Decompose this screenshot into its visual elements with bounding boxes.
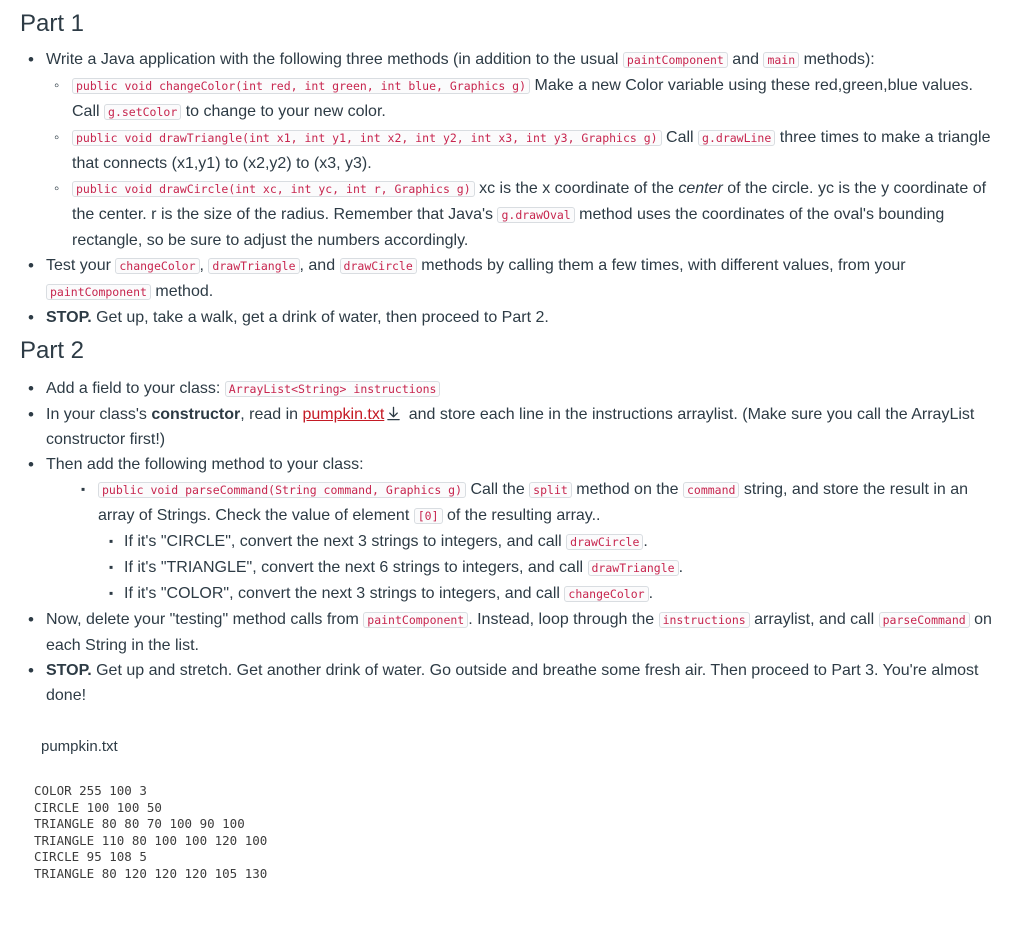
code-main: main [763, 52, 799, 68]
code-drawCircle-call: drawCircle [566, 534, 643, 550]
code-drawOval: g.drawOval [497, 207, 574, 223]
parse-command-list [20, 477, 1004, 607]
rule-triangle: ▪ If it's "TRIANGLE", convert the next 6 strings to integers, and call drawTriangle . [20, 555, 1004, 581]
file-line: COLOR 255 100 3 [34, 783, 147, 798]
rule-circle: ▪ If it's "CIRCLE", convert the next 3 strings to integers, and call drawCircle . [20, 529, 1004, 555]
method-changeColor: ◦ public void changeColor(int red, int green, int blue, Graphics g) Make a new Color variable using these red,green,blue values. Call g.setColor to change to your new color. [20, 73, 1004, 125]
file-preview-content [34, 783, 1004, 882]
file-line: TRIANGLE 80 120 120 120 105 130 [34, 865, 268, 881]
code-drawTriangle-call: drawTriangle [588, 560, 679, 576]
code-parseCommand-signature: public void parseCommand(String command, Graphics g) [98, 482, 466, 498]
code-setColor: g.setColor [104, 104, 181, 120]
file-line: TRIANGLE 110 80 100 100 120 100 [34, 832, 268, 848]
method-parseCommand: ▪ public void parseCommand(String command, Graphics g) Call the split method on the command string, and store the result in an array of Strings. Check the value of element [0] of the resulting array.. ▪ If it's "CIRCLE", convert the next 3 strings to integers, and call drawCircle . ▪ If it's "TRIANGLE", convert the next 6 strings to integers, and call drawTriangle . ▪ If it's "COLOR", convert the next 3 strings to integers, and call changeColor . [20, 477, 1004, 607]
part2-bullet-delete-testing: • Now, delete your "testing" method calls from paintComponent . Instead, loop through the instructions arraylist, and call parseCommand on each String in the list. [20, 607, 1004, 658]
download-icon[interactable] [386, 406, 401, 421]
code-changeColor-call: changeColor [564, 586, 648, 602]
part1-methods-list [20, 73, 1004, 253]
file-preview-title: pumpkin.txt [41, 738, 118, 755]
file-line: TRIANGLE 80 80 70 100 90 100 [34, 816, 245, 831]
code-command: command [683, 482, 739, 498]
part2-heading: Part 2 [20, 337, 85, 364]
pumpkin-file-link[interactable]: pumpkin.txt [302, 406, 385, 423]
part2-list [20, 376, 1004, 708]
code-split: split [529, 482, 572, 498]
rule-color: ▪ If it's "COLOR", convert the next 3 strings to integers, and call changeColor . [20, 581, 1004, 607]
file-line: CIRCLE 95 108 5 [34, 849, 147, 864]
code-changeColor-signature: public void changeColor(int red, int green, int blue, Graphics g) [72, 78, 530, 94]
code-paintComponent: paintComponent [623, 52, 728, 68]
code-drawCircle: drawCircle [340, 258, 417, 274]
part2-bullet-constructor: • In your class's constructor, read in pumpkin.txt and store each line in the instructions arraylist. (Make sure you call the ArrayList constructor first!) [20, 402, 1004, 452]
part1-bullet-stop: • STOP. Get up, take a walk, get a drink of water, then proceed to Part 2. [20, 305, 1004, 330]
code-drawLine: g.drawLine [698, 130, 775, 146]
code-instructions: instructions [659, 612, 750, 628]
part2-bullet-add-method: • Then add the following method to your class: ▪ public void parseCommand(String command, Graphics g) Call the split method on the command string, and store the result in an array of Strings. Check the value of element [0] of the resulting array.. ▪ If it's "CIRCLE", convert the next 3 strings to integers, and call drawCircle . ▪ If it's "TRIANGLE", convert the next 6 strings to integers, and call drawTriangle . ▪ If it's "COLOR", convert the next 3 strings to integers, and call changeColor . [20, 452, 1004, 607]
part1-heading: Part 1 [20, 10, 85, 37]
code-drawTriangle-signature: public void drawTriangle(int x1, int y1, int x2, int y2, int x3, int y3, Graphics g) [72, 130, 662, 146]
part2-bullet-field: • Add a field to your class: ArrayList<String> instructions [20, 376, 1004, 402]
file-line: CIRCLE 100 100 50 [34, 799, 162, 815]
method-drawCircle: ◦ public void drawCircle(int xc, int yc, int r, Graphics g) xc is the x coordinate of the center of the circle. yc is the y coordinate of the center. r is the size of the radius. Remember that Java's g.drawOval method uses the coordinates of the oval's bounding rectangle, so be sure to adjust the numbers accordingly. [20, 176, 1004, 253]
part2-bullet-stop: • STOP. Get up and stretch. Get another drink of water. Go outside and breathe some fresh air. Then proceed to Part 3. You're almost done! [20, 658, 1004, 708]
part1-bullet-test: • Test your changeColor , drawTriangle , and drawCircle methods by calling them a few times, with different values, from your paintComponent method. [20, 253, 1004, 305]
code-paintComponent-2: paintComponent [46, 284, 151, 300]
code-paintComponent-3: paintComponent [363, 612, 468, 628]
part1-list [20, 47, 1004, 330]
method-drawTriangle: ◦ public void drawTriangle(int x1, int y1, int x2, int y2, int x3, int y3, Graphics g) Call g.drawLine three times to make a triangle that connects (x1,y1) to (x2,y2) to (x3, y3). [20, 125, 1004, 176]
code-parseCommand: parseCommand [879, 612, 970, 628]
code-drawCircle-signature: public void drawCircle(int xc, int yc, int r, Graphics g) [72, 181, 475, 197]
part1-bullet-write-app: • Write a Java application with the following three methods (in addition to the usual paintComponent and main methods): ◦ public void changeColor(int red, int green, int blue, Graphics g) Make a new Color variable using these red,green,blue values. Call g.setColor to change to your new color. ◦ public void drawTriangle(int x1, int y1, int x2, int y2, int x3, int y3, Graphics g) Call g.drawLine three times to make a triangle that connects (x1,y1) to (x2,y2) to (x3, y3). ◦ public void drawCircle(int xc, int yc, int r, Graphics g) xc is the x coordinate of the center of the circle. yc is the y coordinate of the center. r is the size of the radius. Remember that Java's g.drawOval method uses the coordinates of the oval's bounding rectangle, so be sure to adjust the numbers accordingly. [20, 47, 1004, 253]
code-arraylist-field: ArrayList<String> instructions [225, 381, 441, 397]
code-element-0: [0] [414, 508, 443, 524]
parse-rules-list [20, 529, 1004, 607]
code-drawTriangle: drawTriangle [208, 258, 299, 274]
code-changeColor: changeColor [115, 258, 199, 274]
